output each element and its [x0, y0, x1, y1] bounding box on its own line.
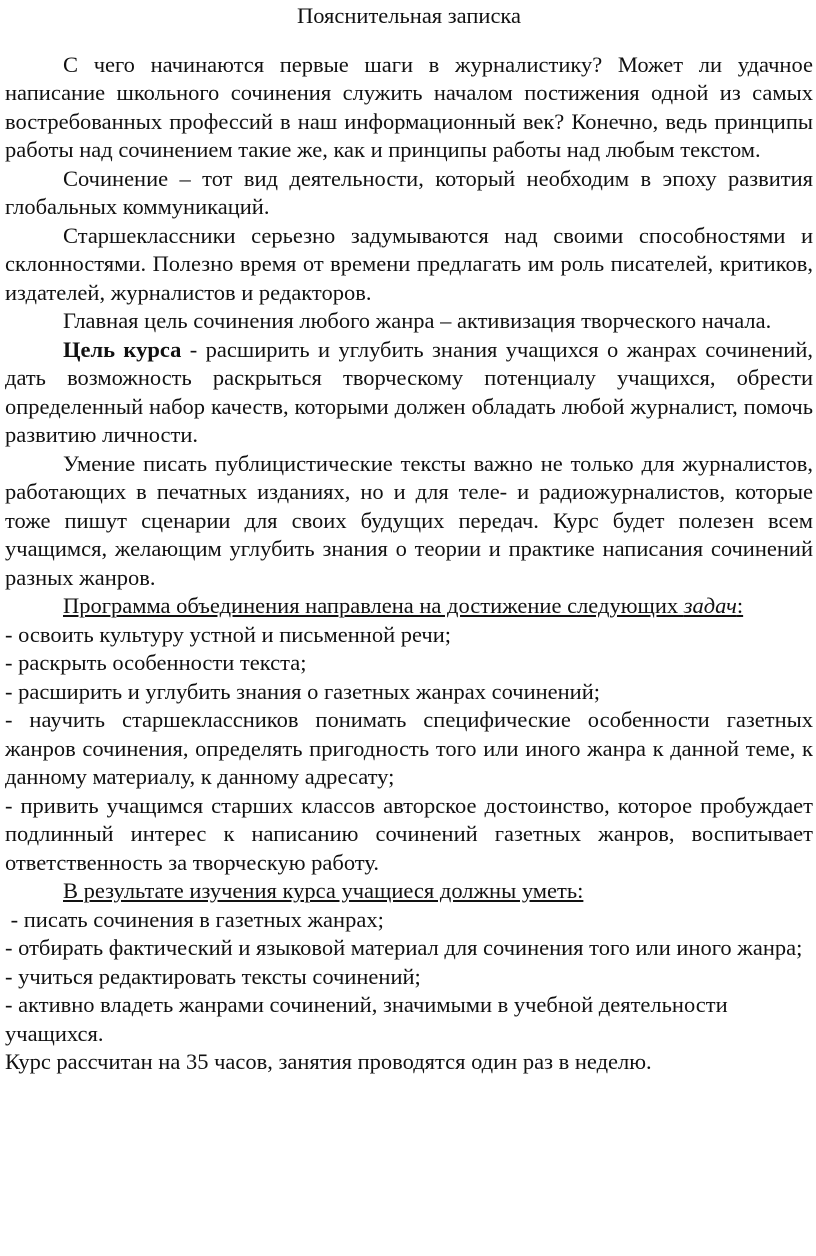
intro-paragraph-3: Старшеклассники серьезно задумываются над своими способностями и склонностями. Полезно время от времени предлагать им роль писателей, критиков, издателей, журналистов и редакторов. — [5, 222, 813, 305]
document-title: Пояснительная записка — [296, 3, 522, 28]
tasks-heading-text: Программа объединения направлена на достижение следующих — [63, 593, 684, 618]
tasks-heading-end: : — [736, 593, 744, 618]
course-duration-note: Курс рассчитан на 35 часов, занятия проводятся один раз в неделю. — [5, 1049, 652, 1074]
results-heading-text: В результате изучения курса учащиеся должны уметь: — [63, 878, 584, 903]
course-goal-paragraph — [5, 336, 813, 450]
task-item: - освоить культуру устной и письменной речи; — [5, 621, 452, 647]
intro-paragraph-2: Сочинение – тот вид деятельности, который необходим в эпоху развития глобальных коммуникаций. — [5, 165, 813, 219]
task-item: - привить учащимся старших классов авторское достоинство, которое пробуждает подлинный интерес к написанию сочинений газетных жанров, воспитывает ответственность за творческую работу. — [5, 792, 813, 875]
skills-paragraph: Умение писать публицистические тексты важно не только для журналистов, работающих в печатных изданиях, но и для теле- и радиожурналистов, которые тоже пишут сценарии для своих будущих передач. Курс будет полезен всем учащимся, желающим углубить знания о теории и практике написания сочинений разных жанров. — [5, 450, 813, 590]
result-item: - учиться редактировать тексты сочинений; — [5, 963, 421, 989]
course-goal-text: - расширить и углубить знания учащихся о жанрах сочинений, дать возможность раскрыться творческому потенциалу учащихся, обрести определенный набор качеств, которыми должен обладать любой журналист, помочь развитию личности. — [5, 336, 813, 447]
task-item: - раскрыть особенности текста; — [5, 650, 307, 675]
result-item: - активно владеть жанрами сочинений, значимыми в учебной деятельности учащихся. — [5, 992, 728, 1046]
intro-paragraph-4: Главная цель сочинения любого жанра – активизация творческого начала. — [63, 308, 772, 333]
tasks-heading — [5, 592, 813, 621]
result-item: - отбирать фактический и языковой материал для сочинения того или иного жанра; — [5, 935, 803, 960]
document-body — [5, 0, 813, 1077]
result-item: - писать сочинения в газетных жанрах; — [5, 906, 384, 932]
intro-paragraph-1: С чего начинаются первые шаги в журналистику? Может ли удачное написание школьного сочинения служить началом постижения одной из самых востребованных профессий в наш информационный век? Конечно, ведь принципы работы над сочинением такие же, как и принципы работы над любым текстом. — [5, 51, 813, 162]
task-item: - научить старшеклассников понимать специфические особенности газетных жанров сочинения, определять пригодность того или иного жанра к данной теме, к данному материалу, к данному адресату; — [5, 707, 813, 789]
tasks-heading-italic: задач — [683, 593, 737, 618]
task-item: - расширить и углубить знания о газетных жанрах сочинений; — [5, 678, 601, 704]
course-goal-label: Цель курса — [63, 336, 182, 362]
results-heading — [5, 877, 813, 906]
